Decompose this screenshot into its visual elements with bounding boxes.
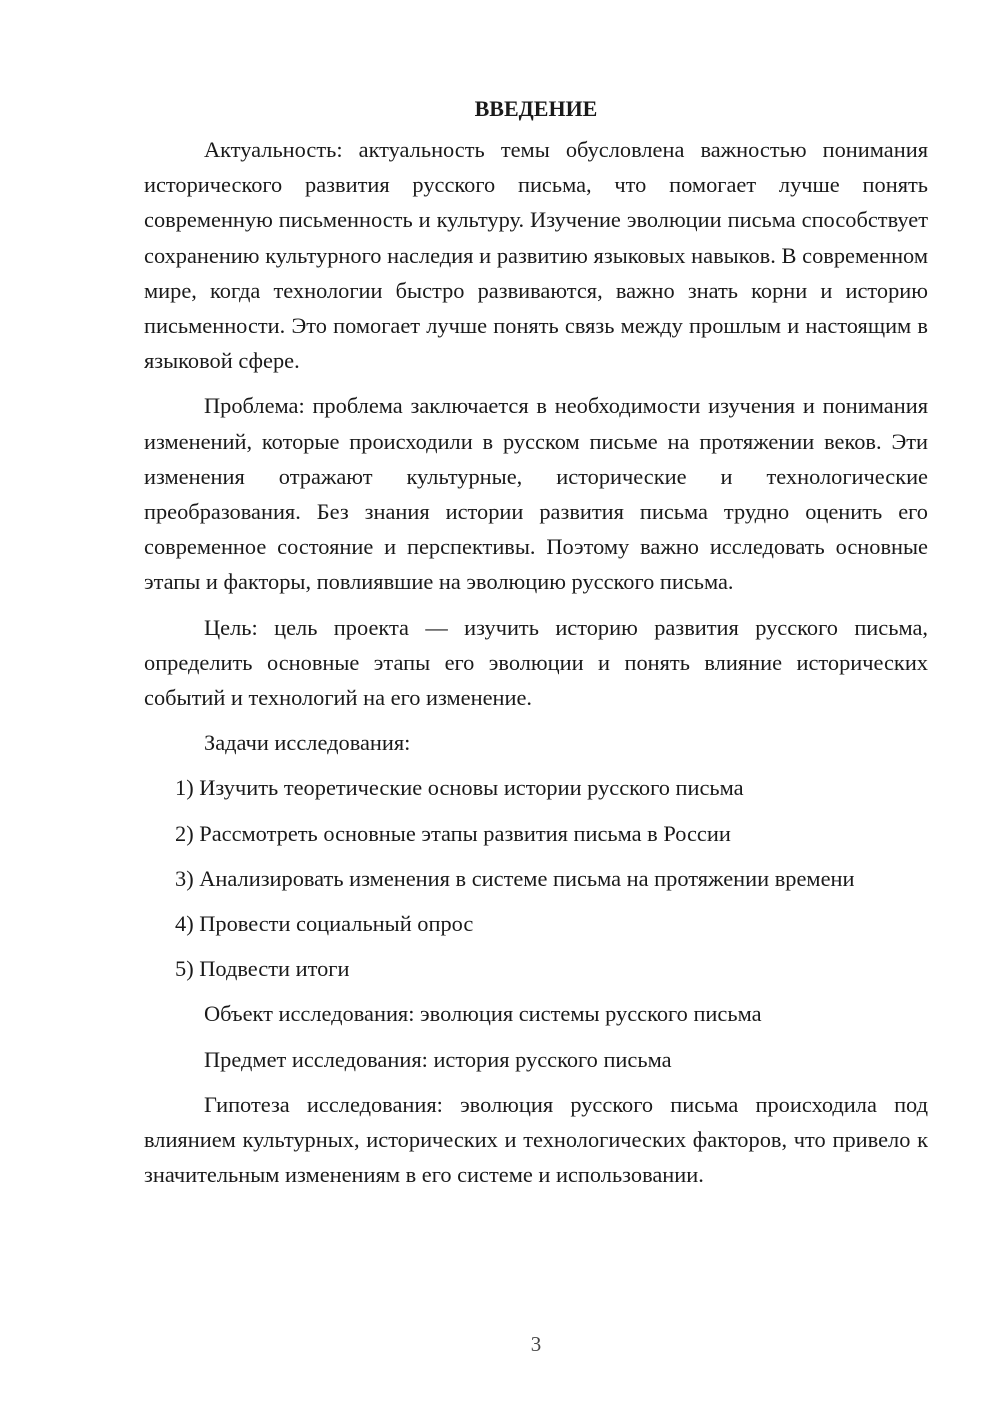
document-page [144,92,928,1202]
hypothesis-paragraph: Гипотеза исследования: эволюция русского письма происходила под влиянием культурных, исторических и технологических факторов, что привело к значительным изменениям в его системе и использовании. [144,1091,928,1188]
list-item: 1) Изучить теоретические основы истории русского письма [175,775,744,801]
list-item: 3) Анализировать изменения в системе письма на протяжении времени [175,865,855,891]
page-number: 3 [530,1332,542,1356]
tasks-list [144,770,928,986]
list-item: 5) Подвести итоги [175,956,350,982]
list-item: 4) Провести социальный опрос [175,911,474,937]
research-object: Объект исследования: эволюция системы русского письма [204,1001,762,1027]
tasks-heading: Задачи исследования: [204,730,411,756]
problem-paragraph: Проблема: проблема заключается в необходимости изучения и понимания изменений, которые происходили в русском письме на протяжении веков. Эти изменения отражают культурные, исторические и технологические преобразования. Без знания истории развития письма трудно оценить его современное состояние и перспективы. Поэтому важно исследовать основные этапы и факторы, повлиявшие на эволюцию русского письма. [144,393,928,595]
goal-paragraph: Цель: цель проекта — изучить историю развития русского письма, определить основные этапы его эволюции и понять влияние исторических событий и технологий на его изменение. [144,614,928,711]
research-subject: Предмет исследования: история русского письма [204,1046,672,1072]
list-item: 2) Рассмотреть основные этапы развития письма в России [175,820,731,846]
relevance-paragraph: Актуальность: актуальность темы обусловлена важностью понимания исторического развития русского письма, что помогает лучше понять современную письменность и культуру. Изучение эволюции письма способствует сохранению культурного наследия и развитию языковых навыков. В современном мире, когда технологии быстро развиваются, важно знать корни и историю письменности. Это помогает лучше понять связь между прошлым и настоящим в языковой сфере. [144,137,928,374]
document-title: ВВЕДЕНИЕ [474,96,598,121]
